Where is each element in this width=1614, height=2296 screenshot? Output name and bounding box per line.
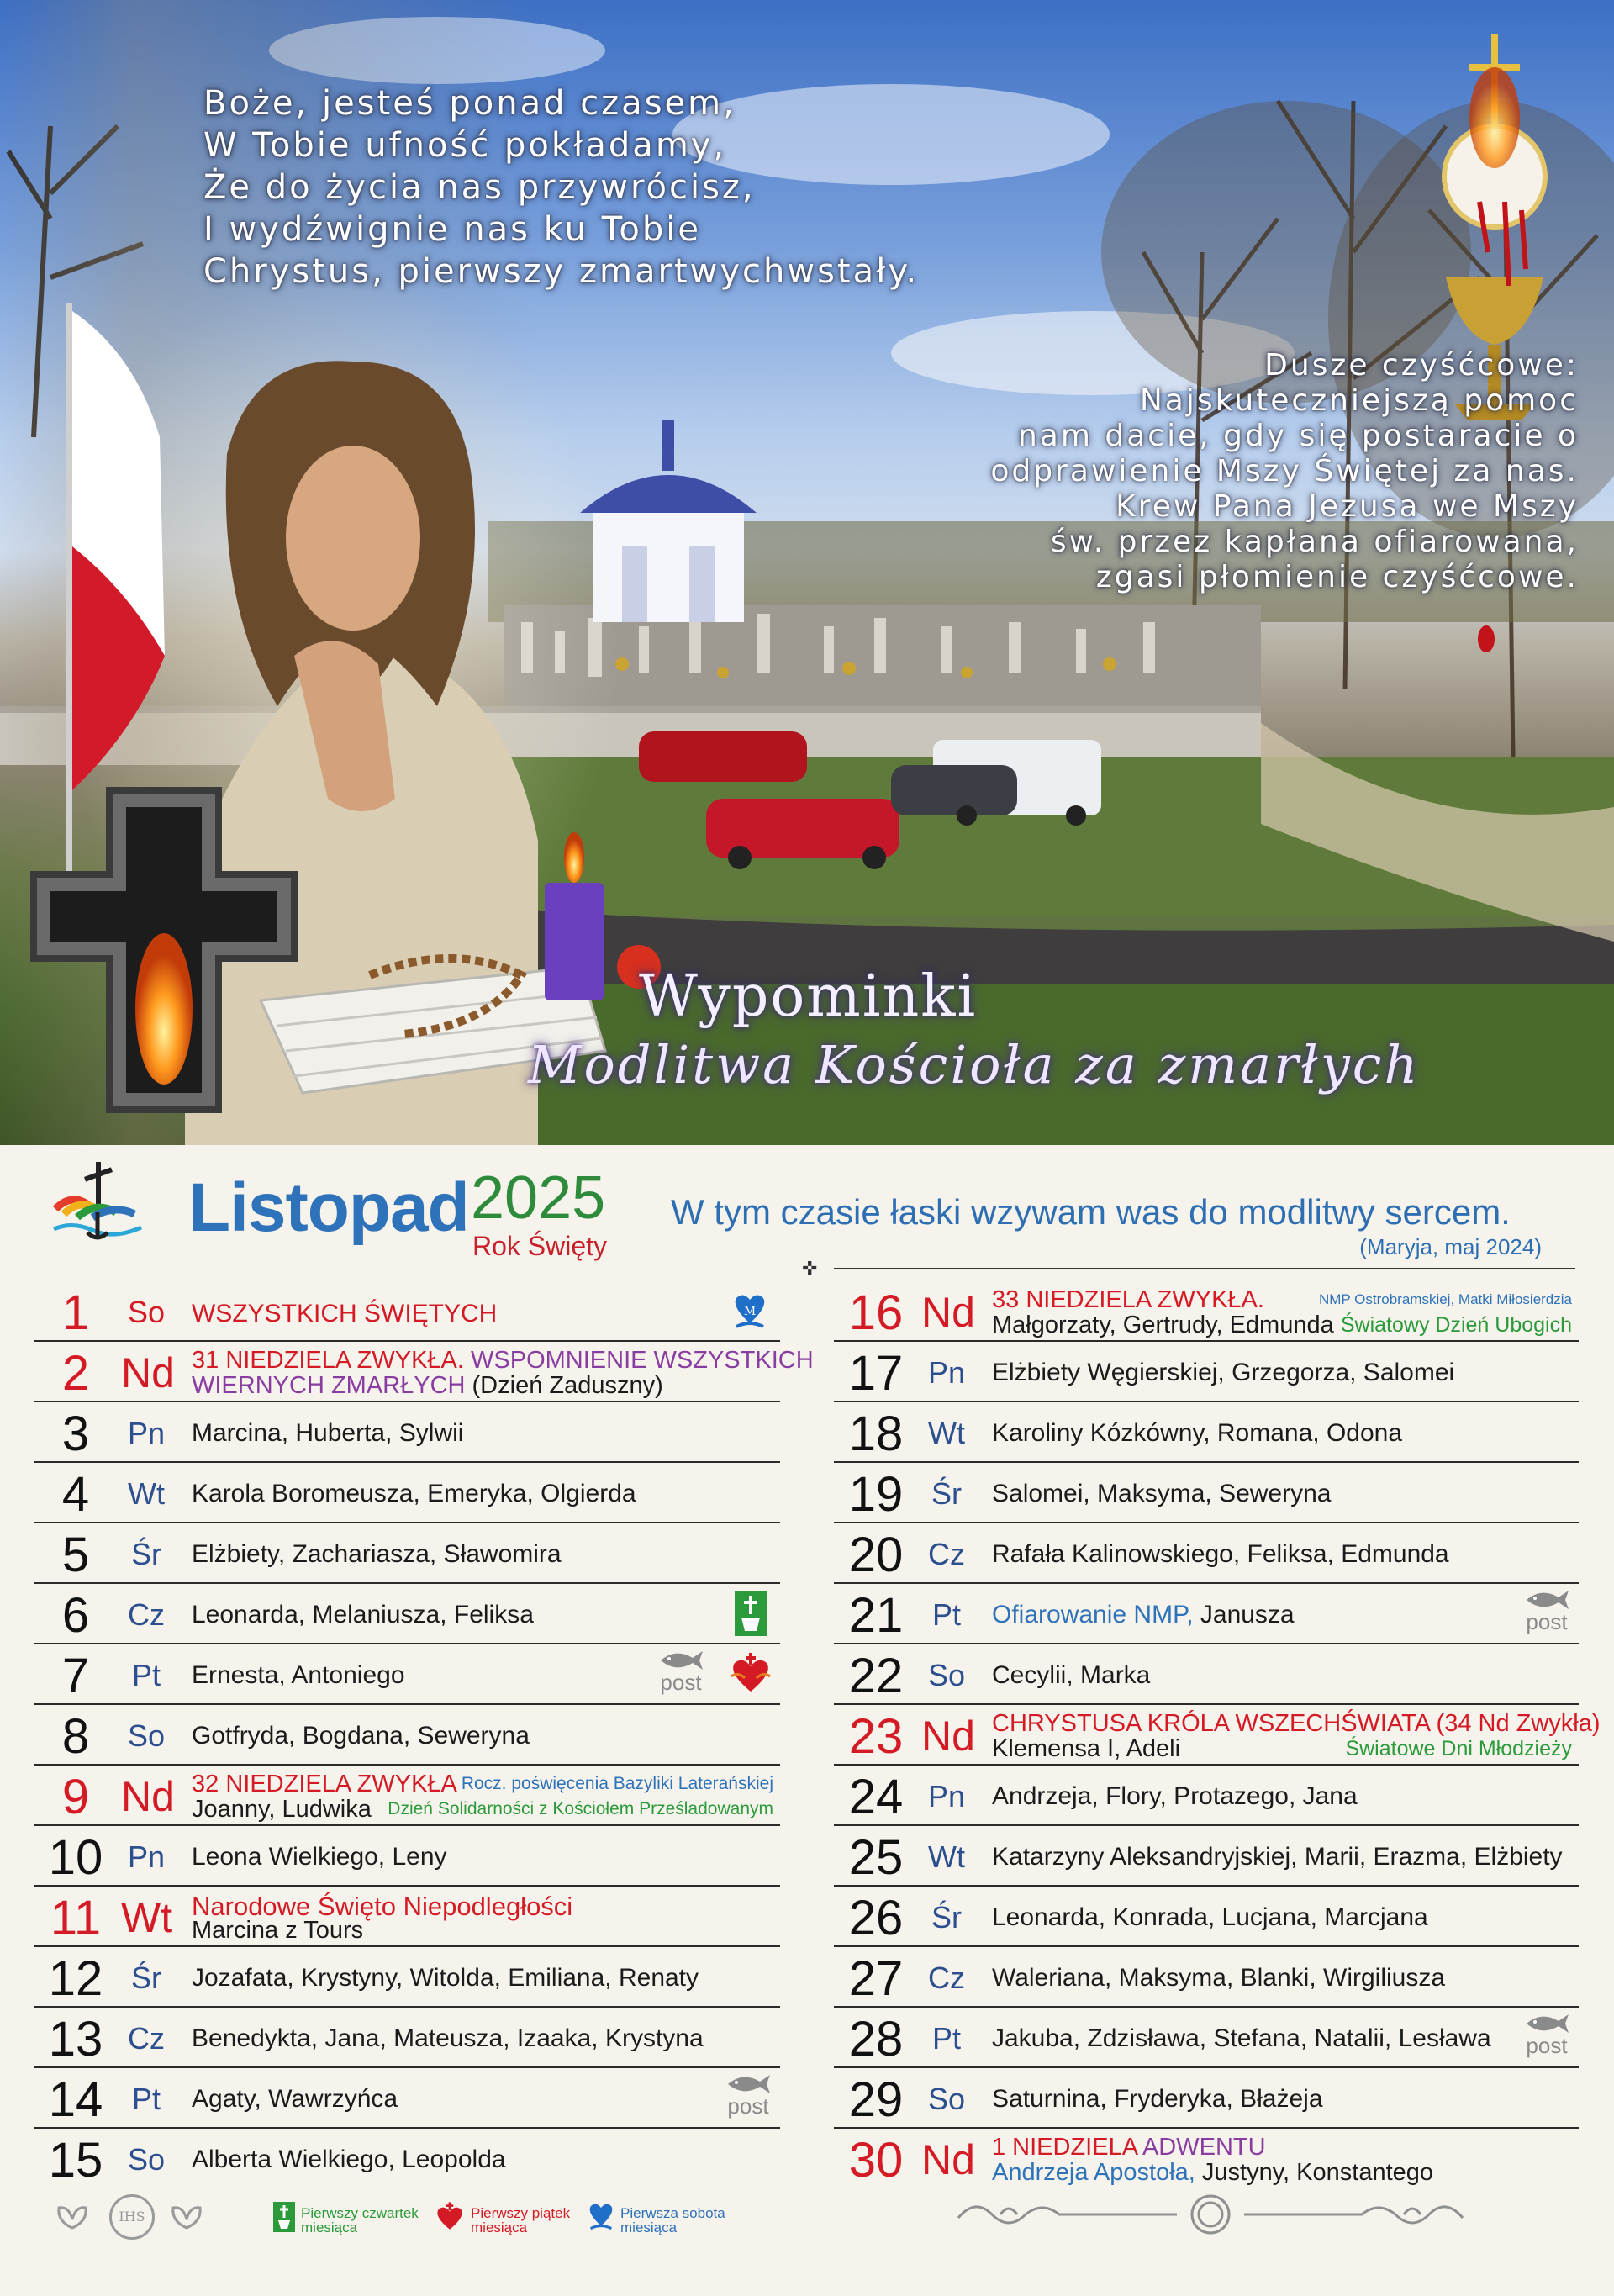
feast-line [192,1347,814,1375]
name-days: Agaty, Wawrzyńca [192,2085,398,2113]
poem-line: Krew Pana Jezusa we Mszy [1116,489,1579,524]
legend-text: miesiąca [301,2219,358,2235]
cover-photo [0,0,1614,1145]
name-days: Gotfryda, Bogdana, Seweryna [192,1722,530,1750]
day-number: 14 [48,2072,103,2127]
svg-text:M: M [743,1305,757,1318]
day-row [34,1766,780,1826]
decorative-border-icon [950,2189,1471,2240]
feast: 31 NIEDZIELA ZWYKŁA. [192,1347,464,1374]
leaf-ornament-icon [54,2198,91,2231]
day-row [34,1826,780,1887]
poem-line: Najskuteczniejszą pomoc [1139,383,1579,418]
name-days: Elżbiety Węgierskiej, Grzegorza, Salomei [992,1359,1455,1386]
name-days: Jozafata, Krystyny, Witolda, Emiliana, Renaty [192,1964,699,1992]
weekday: Nd [121,1773,175,1820]
day-number: 10 [48,1830,103,1885]
day-row [834,1402,1579,1463]
name-days: Alberta Wielkiego, Leopolda [192,2146,506,2173]
poem-line: odprawienie Mszy Świętej za nas. [990,454,1579,488]
banner-title: Wypominki [639,963,978,1030]
day-number: 23 [848,1709,904,1764]
weekday: Wt [928,1839,965,1874]
day-row [834,1826,1579,1887]
legend-text: Pierwszy piątek [471,2205,571,2221]
day-number: 17 [848,1346,904,1401]
eucharist-icon [733,1589,768,1638]
day-number: 8 [61,1709,90,1764]
name-days: Leona Wielkiego, Leny [192,1843,447,1871]
day-number: 6 [61,1588,90,1643]
weekday: So [127,1295,166,1329]
weekday: Śr [131,1537,161,1571]
day-number: 5 [61,1528,90,1582]
name-days: Karoliny Kózkówny, Romana, Odona [992,1419,1403,1447]
day-row [34,1644,780,1705]
name-days: Cecylii, Marka [992,1661,1151,1689]
feast: 33 NIEDZIELA ZWYKŁA. [992,1286,1264,1313]
day-row [34,2129,780,2188]
legend-first-thursday [301,2206,419,2235]
name-days: Justyny, Konstantego [1195,2159,1434,2186]
day-number: 11 [50,1891,102,1945]
weekday: Nd [921,1713,975,1760]
year: 2025 [471,1164,606,1232]
weekday: So [127,1718,166,1753]
name-days: Małgorzaty, Gertrudy, Edmunda [992,1312,1334,1338]
day-row [834,1887,1579,1947]
day-row [834,1523,1579,1584]
day-row [834,1584,1579,1644]
name-days: Saturnina, Fryderyka, Błażeja [992,2085,1323,2113]
day-row [34,1281,780,1342]
day-row [34,1584,780,1644]
name-days: Elżbiety, Zachariasza, Sławomira [192,1540,562,1568]
leaf-ornament-icon [168,2198,205,2231]
jubilee-label: Rok Święty [472,1231,608,1261]
feast-line-2 [192,1372,663,1400]
feast-cont: Andrzeja Apostoła, [992,2159,1195,2186]
day-row [834,2008,1579,2068]
weekday: Śr [931,1476,962,1511]
observance: Dzień Solidarności z Kościołem Prześladowanym [388,1799,773,1818]
day-number: 16 [848,1285,904,1340]
weekday: Nd [921,2136,975,2183]
weekday: Pn [927,1355,966,1390]
feast-tail: (Dzień Zaduszny) [465,1372,663,1399]
name-days: Salomei, Maksyma, Seweryna [992,1480,1332,1507]
divider-ornament-icon: ✜ [802,1258,818,1279]
feast-extra: WSPOMNIENIE WSZYSTKICH [471,1347,814,1374]
feast: 1 NIEDZIELA [992,2134,1137,2161]
day-number: 3 [61,1407,90,1461]
name-days: Andrzeja, Flory, Protazego, Jana [992,1782,1358,1810]
legend-first-saturday [620,2206,725,2235]
name-days: Klemensa I, Adeli [992,1735,1181,1762]
day-row [34,2068,780,2129]
day-number: 25 [848,1830,904,1885]
weekday: Wt [928,1416,965,1450]
day-row [834,1766,1579,1826]
day-number: 1 [61,1285,90,1340]
banner-subtitle: Modlitwa Kościoła za zmarłych [528,1034,1421,1095]
feast: Ofiarowanie NMP, [992,1601,1194,1628]
header-divider [834,1268,1575,1269]
weekday: Wt [121,1894,173,1941]
poem-line: W Tobie ufność pokładamy, [203,126,727,165]
name-days: Joanny, Ludwika [192,1796,372,1823]
weekday: Pn [127,1416,166,1450]
day-row [834,1342,1579,1402]
fast-fish-icon [1522,2011,1572,2061]
poem-line: zgasi płomienie czyśćcowe. [1095,560,1579,594]
day-row [34,1947,780,2008]
day-number: 30 [848,2133,904,2188]
weekday: Śr [931,1900,962,1934]
weekday: So [927,2082,966,2116]
day-row [34,1463,780,1523]
observance: NMP Ostrobramskiej, Matki Miłosierdzia [1318,1291,1572,1307]
day-number: 9 [61,1770,90,1824]
day-number: 24 [848,1770,904,1824]
day-row [34,2008,780,2068]
poem-right [990,348,1579,595]
name-days: Waleriana, Maksyma, Blanki, Wirgiliusza [992,1964,1446,1992]
name-days: Benedykta, Jana, Mateusza, Izaaka, Krystyna [192,2024,704,2052]
sacred-heart-icon [728,1651,773,1697]
marian-heart-icon [731,1290,768,1332]
name-days: Rafała Kalinowskiego, Feliksa, Edmunda [992,1540,1449,1568]
fast-label: post [1526,1609,1568,1634]
day-number: 15 [48,2133,103,2188]
legend-text: Pierwsza sobota [620,2205,725,2221]
fast-label: post [660,1670,702,1695]
weekday: Pt [131,1658,161,1692]
day-number: 19 [848,1467,904,1522]
day-number: 27 [848,1951,904,2006]
legend-text: miesiąca [620,2219,678,2235]
legend-first-friday [471,2206,570,2235]
feast: CHRYSTUSA KRÓLA WSZECHŚWIATA (34 Nd Zwykła) [992,1710,1601,1737]
fast-label: post [1526,2033,1568,2058]
weekday: Pt [131,2082,161,2116]
day-row [834,1463,1579,1523]
weekday: Pn [927,1779,966,1813]
day-row [834,1644,1579,1705]
day-number: 18 [848,1407,904,1461]
ihs-emblem-icon: IHS [109,2194,155,2240]
name-days: Marcina, Huberta, Sylwii [192,1419,464,1447]
day-row [834,1281,1579,1342]
weekday: Cz [128,2021,165,2056]
weekday: Pt [931,1597,961,1632]
monthly-quote: W tym czasie łaski wzywam was do modlitwy sercem. [671,1192,1511,1232]
day-row [34,1523,780,1584]
weekday: Cz [928,1537,965,1571]
day-number: 2 [61,1346,90,1401]
day-row [34,1887,780,1947]
jubilee-logo-icon [47,1159,148,1246]
name-days: Marcina z Tours [192,1917,364,1944]
feast-line [992,2134,1266,2161]
name-days: Katarzyny Aleksandryjskiej, Marii, Erazma, Elżbiety [992,1843,1563,1871]
day-number: 22 [848,1649,904,1703]
poem-line: I wydźwignie nas ku Tobie [203,210,701,249]
name-days: Jakuba, Zdzisława, Stefana, Natalii, Lesława [992,2024,1491,2052]
weekday: Nd [921,1289,975,1336]
legend-text: miesiąca [471,2219,528,2235]
weekday: Śr [131,1961,161,1995]
day-number: 21 [848,1588,904,1643]
day-number: 13 [48,2012,103,2066]
feast: 32 NIEDZIELA ZWYKŁA [192,1771,457,1797]
weekday: Wt [128,1476,165,1511]
name-days-line [992,1601,1295,1629]
day-row [834,2068,1579,2129]
name-days: Leonarda, Konrada, Lucjana, Marcjana [992,1903,1428,1931]
poem-line: nam dacie, gdy się postaracie o [1017,419,1579,453]
weekday: Pt [931,2021,961,2056]
poem-line: Dusze czyśćcowe: [1264,348,1579,383]
day-row [834,1705,1601,1766]
fast-fish-icon [656,1648,706,1698]
fast-label: post [727,2093,769,2119]
poem-line: św. przez kapłana ofiarowana, [1050,525,1579,559]
fast-fish-icon [1522,1587,1572,1638]
day-number: 26 [848,1891,904,1945]
fast-fish-icon [723,2072,773,2122]
day-row [834,2129,1579,2188]
day-number: 28 [848,2012,904,2066]
name-days: Karola Boromeusza, Emeryka, Olgierda [192,1480,636,1507]
legend-text: Pierwszy czwartek [301,2205,419,2221]
weekday: So [927,1658,966,1692]
poem-left [203,82,919,293]
name-days: Leonarda, Melaniusza, Feliksa [192,1601,534,1628]
day-row [34,1402,780,1463]
weekday: Cz [128,1597,165,1632]
name-days-line [992,2159,1433,2187]
day-row [34,1705,780,1766]
poem-line: Że do życia nas przywrócisz, [203,168,756,207]
observance: Rocz. poświęcenia Bazyliki Laterańskiej [461,1774,773,1793]
quote-source: (Maryja, maj 2024) [1359,1234,1542,1259]
eucharist-icon [272,2201,296,2233]
feast: Narodowe Święto Niepodległości [192,1892,573,1921]
day-row [834,1947,1579,2008]
feast-cont: WIERNYCH ZMARŁYCH [192,1372,466,1399]
name-days: Ernesta, Antoniego [192,1661,405,1689]
sacred-heart-icon [434,2201,466,2233]
observance: Światowy Dzień Ubogich [1340,1313,1572,1337]
day-number: 20 [848,1528,904,1582]
month-name: Listopad [188,1169,469,1246]
day-number: 12 [48,1951,103,2006]
day-number: 7 [61,1649,90,1703]
observance: Światowe Dni Młodzieży [1345,1737,1572,1760]
day-number: 29 [848,2072,904,2127]
marian-heart-icon [587,2199,615,2233]
day-number: 4 [61,1467,90,1522]
name-days: Janusza [1193,1601,1295,1628]
weekday: Cz [928,1961,965,1995]
day-row [34,1342,814,1402]
feast-extra: ADWENTU [1142,2134,1266,2161]
weekday: Pn [127,1839,166,1874]
poem-line: Boże, jesteś ponad czasem, [203,84,736,123]
feast: WSZYSTKICH ŚWIĘTYCH [192,1300,498,1327]
poem-line: Chrystus, pierwszy zmartwychwstały. [203,252,920,291]
weekday: Nd [121,1349,175,1396]
weekday: So [127,2142,166,2177]
